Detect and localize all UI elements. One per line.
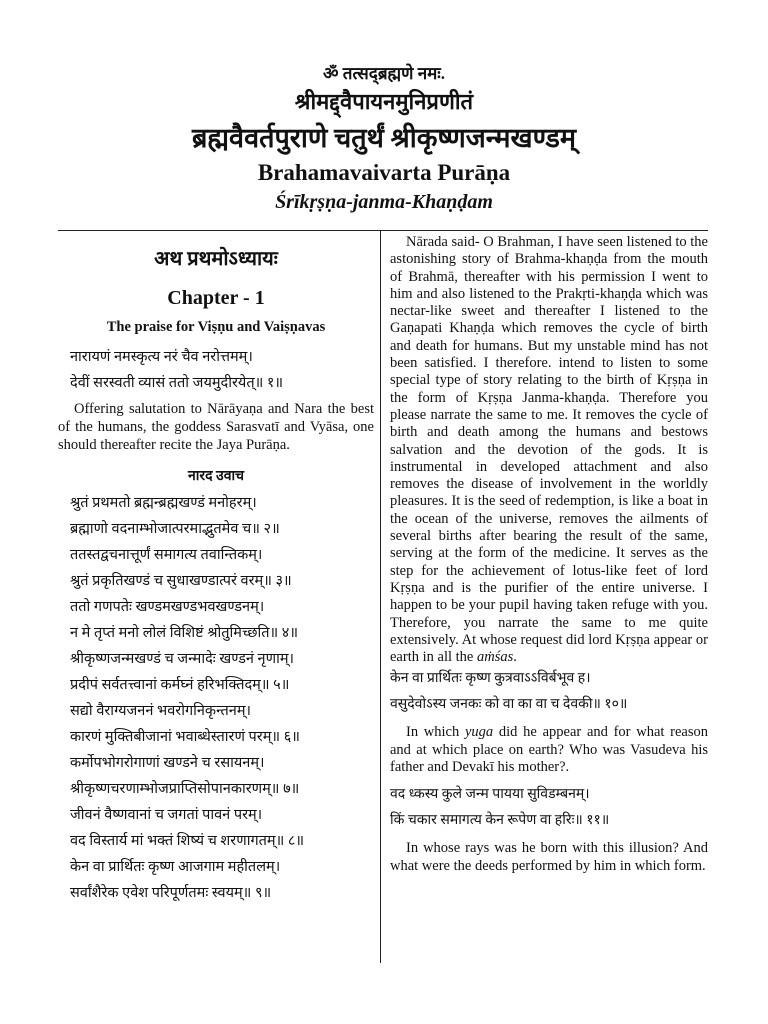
adhyaya-heading: अथ प्रथमोऽध्यायः <box>154 248 278 270</box>
verse-block <box>390 782 708 834</box>
verse-line: ब्रह्माणो वदनाम्भोजात्परमाद्भुतमेव च॥ २॥ <box>70 521 280 537</box>
verse-line: सद्यो वैराग्यजननं भवरोगनिकृन्तनम्। <box>70 703 252 719</box>
verse-line: वद विस्तार्य मां भक्तं शिष्यं च शरणागतम्॥ ८॥ <box>70 833 305 849</box>
verse-line: नारायणं नमस्कृत्य नरं चैव नरोत्तमम्। <box>70 349 253 365</box>
header-rule <box>58 230 708 231</box>
chapter-heading: Chapter - 1 <box>167 287 265 309</box>
chapter-subtitle: The praise for Viṣṇu and Vaiṣṇavas <box>106 319 326 335</box>
verse-line: किं चकार समागत्य केन रूपेण वा हरिः॥ ११॥ <box>390 813 610 829</box>
verse-block <box>58 490 374 906</box>
book-title: Brahamavaivarta Purāṇa <box>257 160 511 185</box>
verse-line: देवीं सरस्वती व्यासं ततो जयमुदीरयेत्॥ १॥ <box>70 375 284 391</box>
page-header <box>0 62 768 216</box>
verse-line: जीवनं वैष्णवानां च जगतां पावनं परम्। <box>70 807 263 823</box>
verse-line: वद ध्कस्य कुले जन्म पायया सुविडम्बनम्। <box>390 787 590 803</box>
verse-line: श्रुतं प्रकृतिखण्डं च सुधाखण्डात्परं वरम्॥ ३॥ <box>70 573 292 589</box>
verse-line: सर्वांशैरेक एवेश परिपूर्णतमः स्वयम्॥ ९॥ <box>70 885 272 901</box>
verse-line: ततस्तद्वचनात्तूर्णं समागत्य तवान्तिकम्। <box>70 547 263 563</box>
translation-paragraph <box>390 724 708 776</box>
italic-term: yuga <box>464 724 494 741</box>
left-column <box>58 242 374 906</box>
verse-line: श्रीकृष्णचरणाम्भोजप्राप्तिसोपानकारणम्॥ ७॥ <box>70 781 300 797</box>
verse-block <box>390 666 708 718</box>
speaker-heading: नारद उवाच <box>187 469 245 484</box>
paragraph-end: . <box>513 649 517 666</box>
verse-line: श्रीकृष्णजन्मखण्डं च जन्मादेः खण्डनं नृणाम्। <box>70 651 294 667</box>
verse-line: श्रुतं प्रथमतो ब्रह्मन्ब्रह्मखण्डं मनोहरम्। <box>70 495 257 511</box>
verse-block <box>58 344 374 396</box>
paragraph-text: In which <box>406 724 465 741</box>
translation-paragraph: Offering salutation to Nārāyaṇa and Nara the best of the humans, the goddess Sarasvatī and Vyāsa, one should thereafter recite the Jaya Purāṇa. <box>58 401 374 453</box>
italic-term: aṁśas <box>476 649 514 666</box>
translation-paragraph <box>390 234 708 666</box>
paragraph-text: Nārada said- O Brahman, I have seen listened to the astonishing story of Brahma-khaṇḍa from the mouth of Brahmā, thereafter with his permission I went to him and also listened to the Prakṛti-khaṇḍa which was nectar-like sweet and thereafter I listened to the Gaṇapati Khaṇḍa which removes the cycle of birth and death for humans. But my unstable mind has not been satisfied. I therefore. intend to listen to some special type of story relating to the birth of Kṛṣṇa in the form of Kṛṣṇa Janma-khaṇḍa. Therefore you please narrate the same to me. It removes the cycle of birth and death among the humans and bestows salvation and the devotion of the gods. It is instrumental in developed attachment and also removes the disease of involvement in the worldly pleasures. It is the seed of redemption, is like a boat in the ocean of the universe, removes the ailments of several births after bearing the result of the same, serving at the form of the medicine. It serves as the step for the achievement of lotus-like feet of lord Kṛṣṇa and is the purifier of the entire universe. I happen to be your pupil having taken refuge with you. Therefore, you narrate the same to me quite extensively. At whose request did lord Kṛṣṇa appear or earth in all the <box>390 234 708 666</box>
right-column <box>390 234 708 881</box>
verse-line: वसुदेवोऽस्य जनकः को वा का वा च देवकी॥ १०॥ <box>390 697 628 713</box>
sanskrit-title: ब्रह्मवैवर्तपुराणे चतुर्थं श्रीकृष्णजन्मखण्डम् <box>192 123 576 153</box>
column-divider <box>380 231 381 963</box>
section-title: Śrīkṛṣṇa-janma-Khaṇḍam <box>275 191 493 213</box>
verse-line: केन वा प्रार्थितः कृष्ण आजगाम महीतलम्। <box>70 859 281 875</box>
verse-line: प्रदीपं सर्वतत्त्वानां कर्मघ्नं हरिभक्तिदम्॥ ५॥ <box>70 677 290 693</box>
author-line: श्रीमद्द्वैपायनमुनिप्रणीतं <box>294 89 474 114</box>
paragraph-text: did he appear and for what reason and at which place on earth? Who was Vasudeva his father and Devakī his mother?. <box>390 724 708 776</box>
verse-line: न मे तृप्तं मनो लोलं विशिष्टं श्रोतुमिच्छति॥ ४॥ <box>70 625 299 641</box>
verse-line: कर्मोपभोगरोगाणां खण्डने च रसायनम्। <box>70 755 265 771</box>
translation-paragraph: In whose rays was he born with this illusion? And what were the deeds performed by him in which form. <box>390 840 708 874</box>
verse-line: कारणं मुक्तिबीजानां भवाब्धेस्तारणं परम्॥ ६॥ <box>70 729 300 745</box>
invocation: ॐ तत्सद्ब्रह्मणे नमः. <box>323 64 445 83</box>
verse-line: केन वा प्रार्थितः कृष्ण कुत्रवाऽऽविर्बभूव ह। <box>390 671 591 687</box>
verse-line: ततो गणपतेः खण्डमखण्डभवखण्डनम्। <box>70 599 265 615</box>
